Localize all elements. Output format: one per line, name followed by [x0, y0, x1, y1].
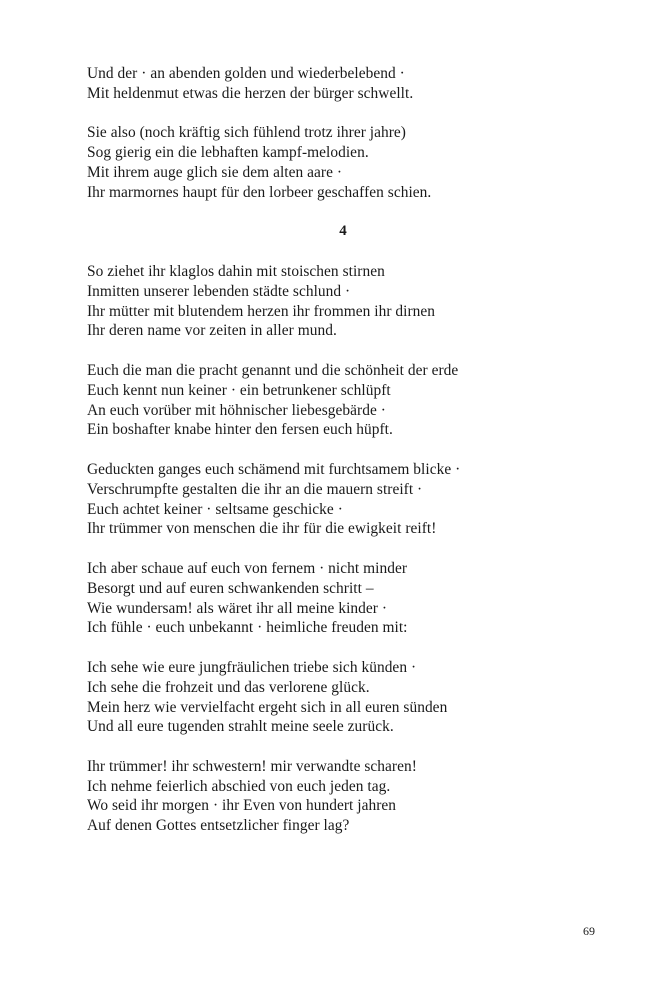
- verse-line: So ziehet ihr klaglos dahin mit stoischen stirnen: [87, 262, 385, 280]
- verse-line: Ein boshafter knabe hinter den fersen euch hüpft.: [87, 421, 393, 439]
- verse-line: Ich nehme feierlich abschied von euch jeden tag.: [87, 777, 391, 795]
- verse-line: Und der · an abenden golden und wiederbelebend ·: [87, 65, 405, 82]
- stanza: [87, 262, 587, 341]
- verse-line: Ich sehe wie eure jungfräulichen triebe sich künden ·: [87, 658, 417, 676]
- verse-line: Ihr mütter mit blutendem herzen ihr frommen ihr dirnen: [87, 302, 436, 320]
- stanza: [87, 64, 587, 104]
- verse-line: Auf denen Gottes entsetzlicher finger lag?: [87, 817, 350, 835]
- page-number: 69: [583, 924, 595, 938]
- verse-line: Euch achtet keiner · seltsame geschicke ·: [87, 500, 343, 518]
- stanza-gap: [87, 341, 587, 361]
- stanza-gap: [87, 737, 587, 757]
- verse-line: Inmitten unserer lebenden städte schlund ·: [87, 282, 351, 300]
- poem-text: [87, 64, 587, 836]
- verse-line: Geduckten ganges euch schämend mit furchtsamem blicke ·: [87, 460, 461, 478]
- verse-line: Wo seid ihr morgen · ihr Even von hundert jahren: [87, 797, 397, 815]
- stanza-gap: [87, 440, 587, 460]
- stanza-gap: [87, 203, 587, 223]
- stanza-gap: [87, 242, 587, 262]
- stanza: [87, 559, 587, 638]
- stanza: [87, 658, 587, 737]
- verse-line: Ihr trümmer von menschen die ihr für die ewigkeit reift!: [87, 520, 437, 538]
- section-number: 4: [339, 223, 347, 240]
- verse-line: Besorgt und auf euren schwankenden schritt –: [87, 579, 374, 597]
- verse-line: Wie wundersam! als wäret ihr all meine kinder ·: [87, 599, 388, 617]
- verse-line: Euch kennt nun keiner · ein betrunkener schlüpft: [87, 381, 391, 399]
- stanza: [87, 757, 587, 836]
- stanza-gap: [87, 104, 587, 124]
- verse-line: Mit heldenmut etwas die herzen der bürger schwellt.: [87, 84, 414, 102]
- verse-line: Mein herz wie vervielfacht ergeht sich in all euren sünden: [87, 698, 448, 716]
- verse-line: Sie also (noch kräftig sich fühlend trotz ihrer jahre): [87, 124, 406, 142]
- stanza: [87, 123, 587, 202]
- verse-line: Ihr deren name vor zeiten in aller mund.: [87, 322, 337, 340]
- stanza: [87, 460, 587, 539]
- verse-line: Ihr marmornes haupt für den lorbeer geschaffen schien.: [87, 183, 432, 201]
- verse-line: Sog gierig ein die lebhaften kampf-melodien.: [87, 144, 369, 162]
- verse-line: Euch die man die pracht genannt und die schönheit der erde: [87, 361, 459, 379]
- verse-line: Ich sehe die frohzeit und das verlorene glück.: [87, 678, 370, 696]
- stanza-gap: [87, 539, 587, 559]
- stanza: [87, 361, 587, 440]
- verse-line: Verschrumpfte gestalten die ihr an die mauern streift ·: [87, 480, 423, 498]
- verse-line: Ich aber schaue auf euch von fernem · nicht minder: [87, 559, 407, 577]
- verse-line: Und all eure tugenden strahlt meine seele zurück.: [87, 718, 394, 736]
- verse-line: An euch vorüber mit höhnischer liebesgebärde ·: [87, 401, 386, 419]
- verse-line: Mit ihrem auge glich sie dem alten aare ·: [87, 163, 343, 181]
- verse-line: Ich fühle · euch unbekannt · heimliche freuden mit:: [87, 619, 408, 637]
- verse-line: Ihr trümmer! ihr schwestern! mir verwandte scharen!: [87, 757, 417, 775]
- stanza-gap: [87, 638, 587, 658]
